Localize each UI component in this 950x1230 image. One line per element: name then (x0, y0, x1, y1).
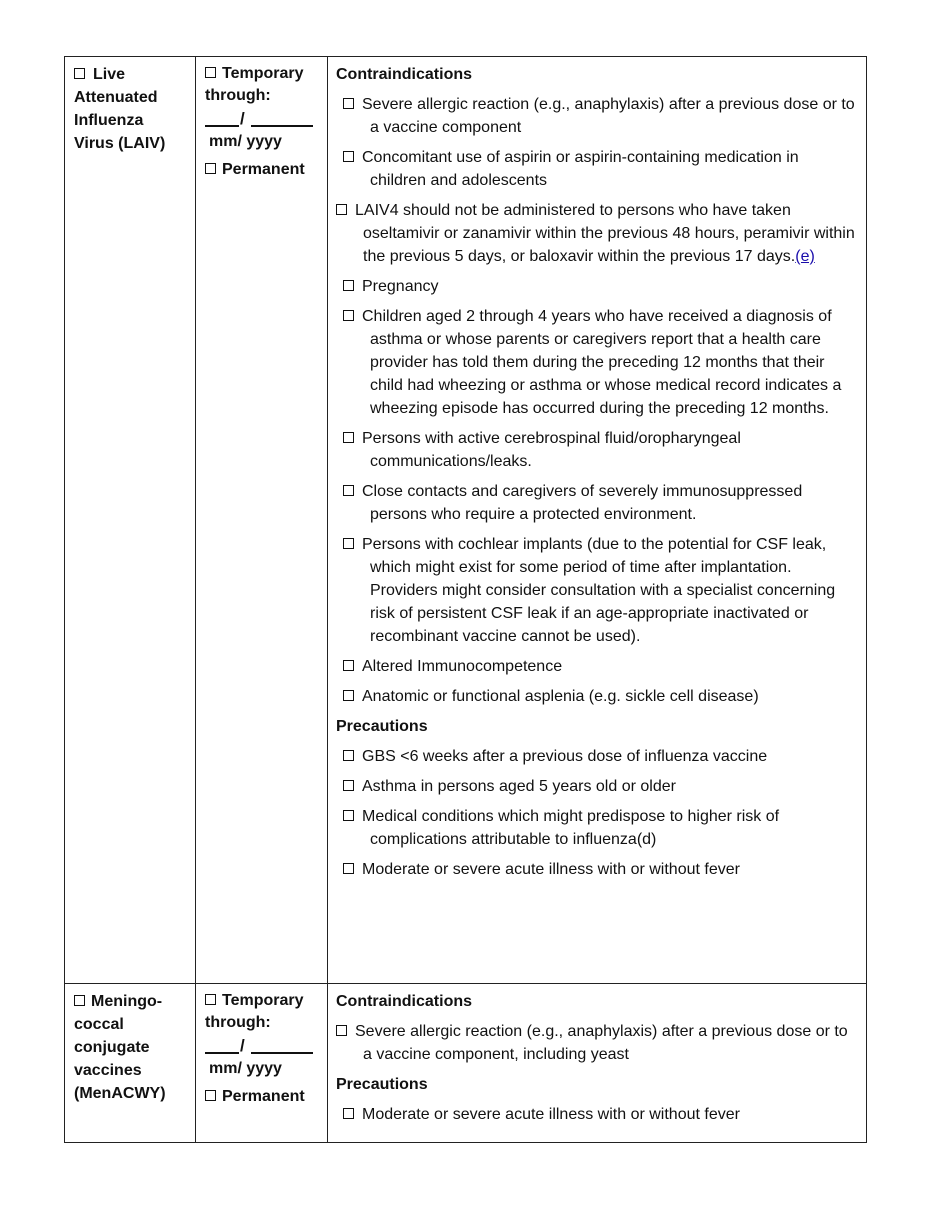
month-underline (205, 125, 239, 127)
criteria-checkbox[interactable] (343, 280, 354, 291)
date-slash: / (240, 1036, 245, 1055)
temporary-checkbox[interactable] (205, 994, 216, 1005)
temporary-label: Temporary through: (205, 65, 304, 104)
criteria-checkbox[interactable] (343, 432, 354, 443)
permanent-checkbox[interactable] (205, 1090, 216, 1101)
criteria-item: Pregnancy (336, 275, 858, 298)
vaccine-checkbox[interactable] (74, 995, 85, 1006)
criteria-item: Persons with active cerebrospinal fluid/oropharyngeal communications/leaks. (336, 427, 858, 473)
criteria-checkbox[interactable] (343, 1108, 354, 1119)
criteria-checkbox[interactable] (343, 863, 354, 874)
criteria-item: Altered Immunocompetence (336, 655, 858, 678)
criteria-item: Severe allergic reaction (e.g., anaphylaxis) after a previous dose or to a vaccine component (336, 93, 858, 139)
vaccine-name: Meningo-coccal conjugate vaccines (MenACWY) (74, 993, 166, 1102)
status-cell (196, 984, 328, 1143)
criteria-item: Anatomic or functional asplenia (e.g. sickle cell disease) (336, 685, 858, 708)
vaccine-name-cell (65, 57, 196, 984)
criteria-checkbox[interactable] (343, 98, 354, 109)
criteria-item: LAIV4 should not be administered to persons who have taken oseltamivir or zanamivir within the previous 48 hours, peramivir within the previous 5 days, or baloxavir within the previous 17 days.(e) (336, 199, 858, 268)
criteria-item: Medical conditions which might predispose to higher risk of complications attributable to influenza(d) (336, 805, 858, 851)
criteria-item: Concomitant use of aspirin or aspirin-containing medication in children and adolescents (336, 146, 858, 192)
permanent-label: Permanent (222, 1088, 305, 1105)
contraindications-heading: Contraindications (336, 993, 473, 1010)
permanent-label: Permanent (222, 161, 305, 178)
criteria-checkbox[interactable] (343, 690, 354, 701)
date-blank[interactable] (205, 1036, 323, 1058)
criteria-checkbox[interactable] (343, 538, 354, 549)
table-row-laiv (65, 57, 867, 984)
criteria-item: Severe allergic reaction (e.g., anaphylaxis) after a previous dose or to a vaccine component, including yeast (336, 1020, 858, 1066)
month-underline (205, 1052, 239, 1054)
criteria-checkbox[interactable] (343, 780, 354, 791)
contraindications-heading: Contraindications (336, 66, 473, 83)
temporary-checkbox[interactable] (205, 67, 216, 78)
date-format-label: mm/ yyyy (209, 1060, 282, 1077)
criteria-item: Close contacts and caregivers of severely immunosuppressed persons who require a protected environment. (336, 480, 858, 526)
criteria-checkbox[interactable] (343, 485, 354, 496)
status-cell (196, 57, 328, 984)
criteria-checkbox[interactable] (343, 750, 354, 761)
date-slash: / (240, 109, 245, 128)
criteria-cell (328, 57, 867, 984)
vaccine-name: Live Attenuated Influenza Virus (LAIV) (74, 66, 166, 152)
criteria-item: Moderate or severe acute illness with or without fever (336, 858, 858, 881)
criteria-item: Moderate or severe acute illness with or without fever (336, 1103, 858, 1126)
criteria-item: Children aged 2 through 4 years who have received a diagnosis of asthma or whose parents or caregivers report that a health care provider has told them during the preceding 12 months that their child had wheezing or asthma or whose medical record indicates a wheezing episode has occurred during the preceding 12 months. (336, 305, 858, 420)
date-blank[interactable] (205, 109, 323, 131)
precautions-heading: Precautions (336, 718, 428, 735)
criteria-checkbox[interactable] (343, 310, 354, 321)
criteria-checkbox[interactable] (336, 204, 347, 215)
permanent-checkbox[interactable] (205, 163, 216, 174)
criteria-checkbox[interactable] (343, 810, 354, 821)
temporary-label: Temporary through: (205, 992, 304, 1031)
criteria-checkbox[interactable] (343, 660, 354, 671)
criteria-checkbox[interactable] (343, 151, 354, 162)
footnote-link[interactable]: (e) (795, 248, 815, 265)
year-underline (251, 1052, 313, 1054)
date-format-label: mm/ yyyy (209, 133, 282, 150)
criteria-cell (328, 984, 867, 1143)
criteria-item: Asthma in persons aged 5 years old or older (336, 775, 858, 798)
vaccine-contraindications-table (64, 56, 867, 1143)
vaccine-name-cell (65, 984, 196, 1143)
precautions-heading: Precautions (336, 1076, 428, 1093)
table-row-menacwy (65, 984, 867, 1143)
year-underline (251, 125, 313, 127)
criteria-checkbox[interactable] (336, 1025, 347, 1036)
criteria-item: Persons with cochlear implants (due to the potential for CSF leak, which might exist for some period of time after implantation. Providers might consider consultation with a specialist concerning risk of persistent CSF leak if an age-appropriate inactivated or recombinant vaccine cannot be used). (336, 533, 858, 648)
vaccine-checkbox[interactable] (74, 68, 85, 79)
criteria-item: GBS <6 weeks after a previous dose of influenza vaccine (336, 745, 858, 768)
